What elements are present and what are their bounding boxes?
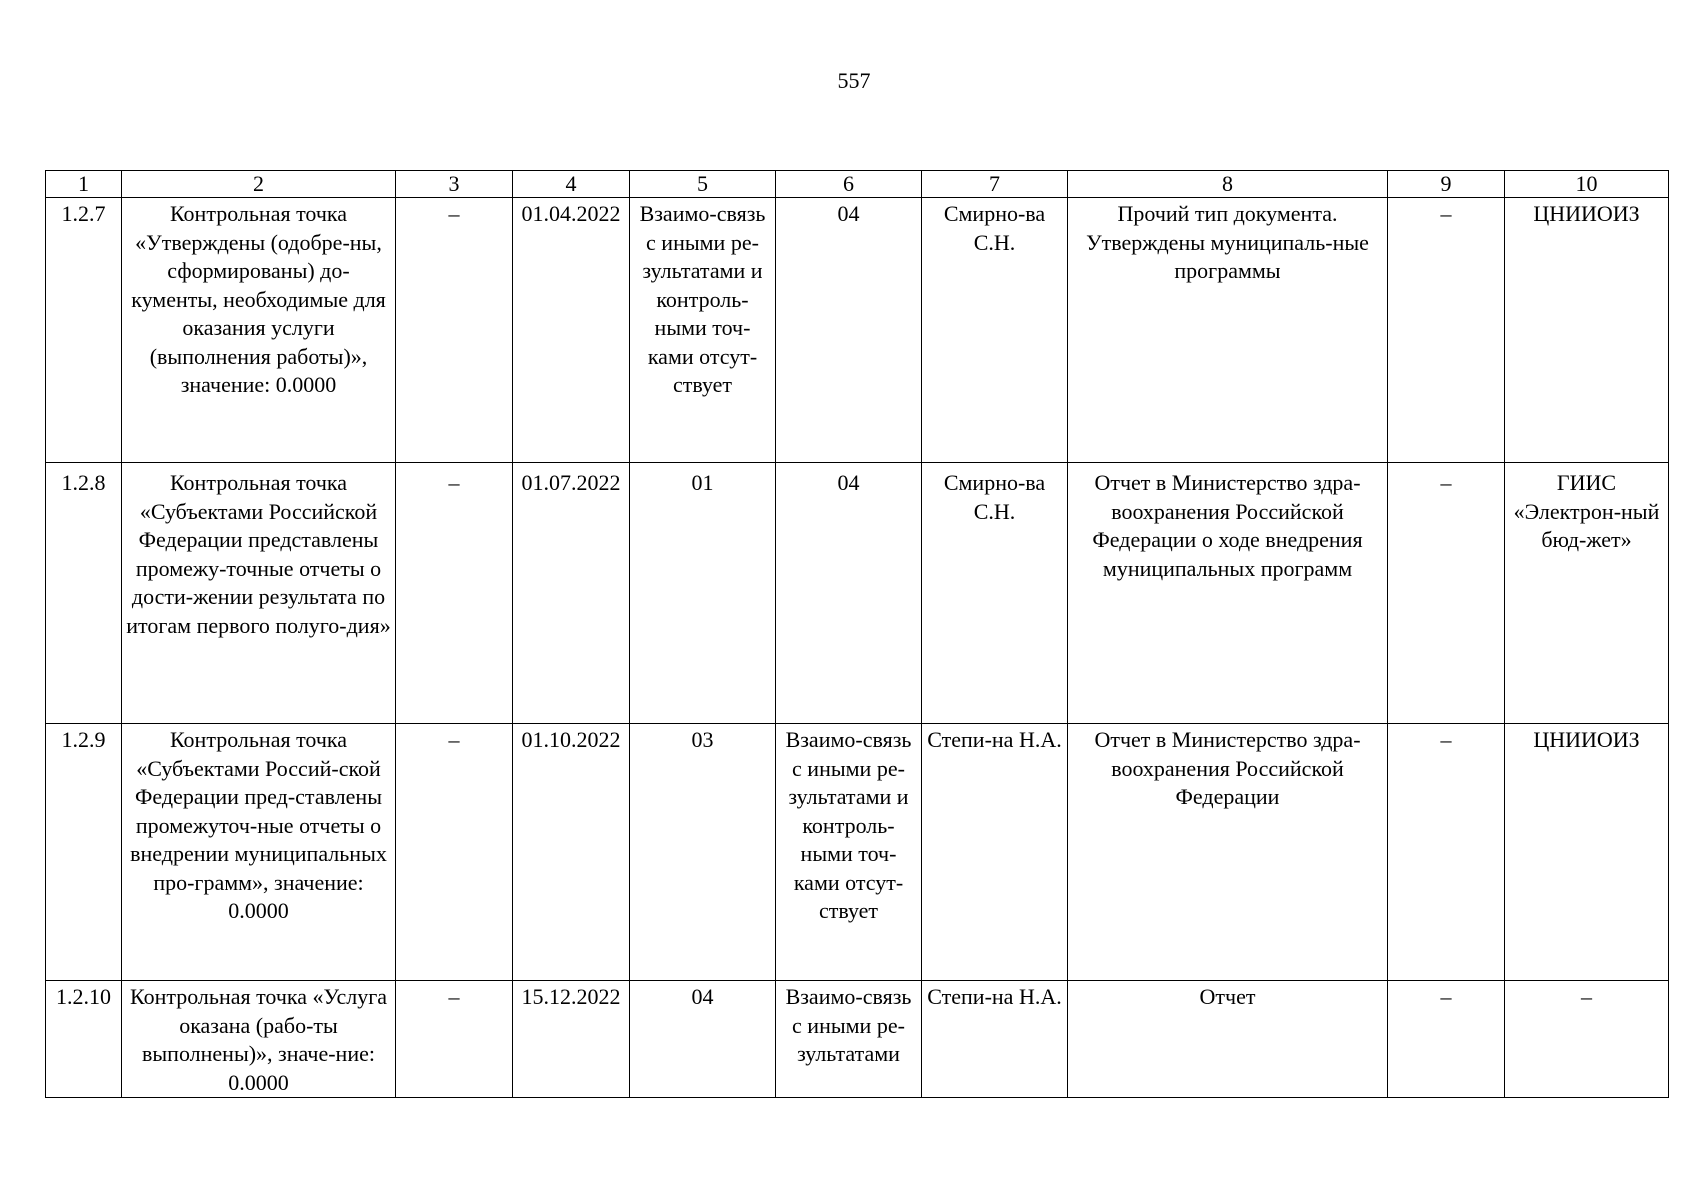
row-number: 1.2.8 xyxy=(46,463,122,724)
table-row xyxy=(46,981,1669,1098)
header-col-2: 2 xyxy=(122,171,396,198)
due-date: 01.10.2022 xyxy=(513,724,630,981)
col-6-value: Взаимо-связь с иными ре-зультатами и контроль-ными точ-ками отсут-ствует xyxy=(776,724,922,981)
col-6-value: 04 xyxy=(776,463,922,724)
col-9-value: – xyxy=(1388,981,1505,1098)
col-5-value: 04 xyxy=(630,981,776,1098)
control-point-name: Контрольная точка «Утверждены (одобре-ны, сформированы) до-кументы, необходимые для оказания услуги (выполнения работы)», значение: 0.0000 xyxy=(122,198,396,463)
information-system: ЦНИИОИЗ xyxy=(1505,724,1669,981)
header-col-7: 7 xyxy=(922,171,1068,198)
row-number: 1.2.10 xyxy=(46,981,122,1098)
header-col-9: 9 xyxy=(1388,171,1505,198)
document-type: Прочий тип документа. Утверждены муниципаль-ные программы xyxy=(1068,198,1388,463)
page-number: 557 xyxy=(837,68,871,93)
col-5-value: Взаимо-связь с иными ре-зультатами и контроль-ными точ-ками отсут-ствует xyxy=(630,198,776,463)
due-date: 01.07.2022 xyxy=(513,463,630,724)
control-points-table xyxy=(45,170,1669,1098)
information-system: – xyxy=(1505,981,1669,1098)
col-3-value: – xyxy=(396,463,513,724)
col-9-value: – xyxy=(1388,198,1505,463)
header-row xyxy=(46,171,1669,198)
responsible-person: Смирно-ва С.Н. xyxy=(922,198,1068,463)
header-col-4: 4 xyxy=(513,171,630,198)
header-col-1: 1 xyxy=(46,171,122,198)
table-row xyxy=(46,198,1669,463)
information-system: ЦНИИОИЗ xyxy=(1505,198,1669,463)
col-3-value: – xyxy=(396,198,513,463)
col-3-value: – xyxy=(396,724,513,981)
information-system: ГИИС «Электрон-ный бюд-жет» xyxy=(1505,463,1669,724)
document-type: Отчет xyxy=(1068,981,1388,1098)
due-date: 15.12.2022 xyxy=(513,981,630,1098)
col-5-value: 01 xyxy=(630,463,776,724)
row-number: 1.2.7 xyxy=(46,198,122,463)
document-type: Отчет в Министерство здра-воохранения Российской Федерации xyxy=(1068,724,1388,981)
due-date: 01.04.2022 xyxy=(513,198,630,463)
responsible-person: Смирно-ва С.Н. xyxy=(922,463,1068,724)
header-col-8: 8 xyxy=(1068,171,1388,198)
header-col-6: 6 xyxy=(776,171,922,198)
col-6-value: Взаимо-связь с иными ре-зультатами xyxy=(776,981,922,1098)
responsible-person: Степи-на Н.А. xyxy=(922,981,1068,1098)
control-point-name: Контрольная точка «Услуга оказана (рабо-ты выполнены)», значе-ние: 0.0000 xyxy=(122,981,396,1098)
responsible-person: Степи-на Н.А. xyxy=(922,724,1068,981)
control-point-name: Контрольная точка «Субъектами Россий-ской Федерации пред-ставлены промежуточ-ные отчеты о внедрении муниципальных про-грамм», значение: 0.0000 xyxy=(122,724,396,981)
row-number: 1.2.9 xyxy=(46,724,122,981)
col-9-value: – xyxy=(1388,724,1505,981)
header-col-3: 3 xyxy=(396,171,513,198)
header-col-10: 10 xyxy=(1505,171,1669,198)
col-5-value: 03 xyxy=(630,724,776,981)
document-type: Отчет в Министерство здра-воохранения Российской Федерации о ходе внедрения муниципальных программ xyxy=(1068,463,1388,724)
header-col-5: 5 xyxy=(630,171,776,198)
control-point-name: Контрольная точка «Субъектами Российской Федерации представлены промежу-точные отчеты о дости-жении результата по итогам первого полуго-дия» xyxy=(122,463,396,724)
col-3-value: – xyxy=(396,981,513,1098)
col-9-value: – xyxy=(1388,463,1505,724)
table-row xyxy=(46,724,1669,981)
col-6-value: 04 xyxy=(776,198,922,463)
table-row xyxy=(46,463,1669,724)
